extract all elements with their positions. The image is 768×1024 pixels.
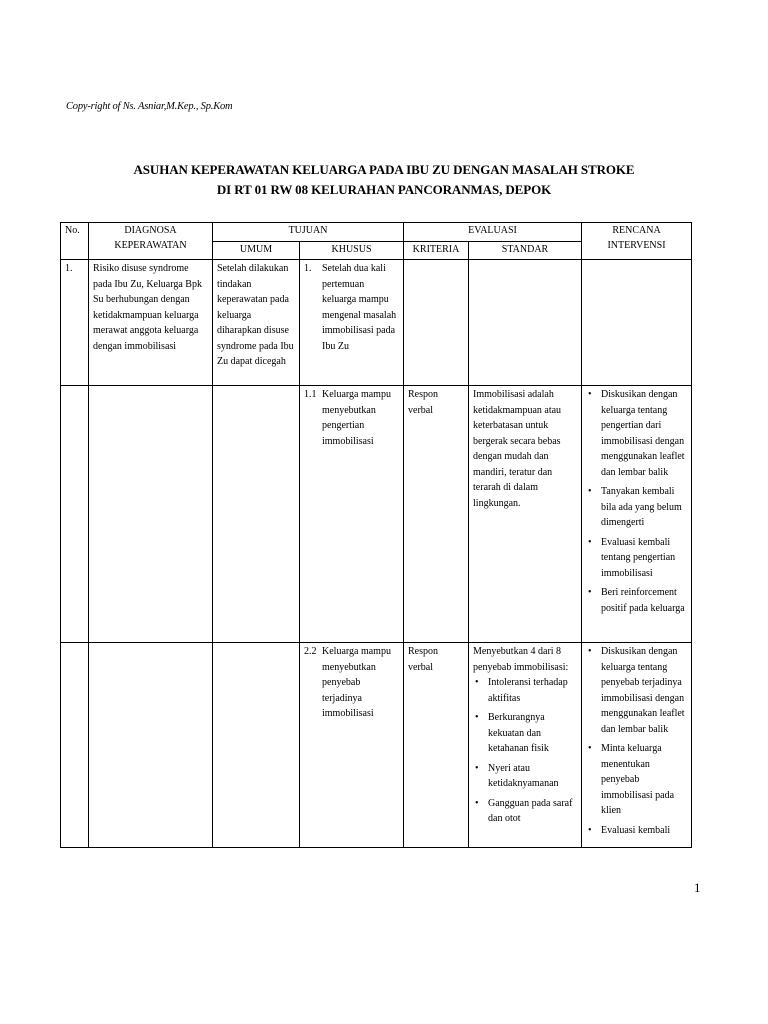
intervensi-list [586, 644, 687, 838]
document-subtitle: DI RT 01 RW 08 KELURAHAN PANCORANMAS, DEPOK [216, 182, 552, 197]
header-no: No. [61, 223, 89, 260]
page-number: 1 [694, 880, 701, 895]
cell-no: 1. [61, 260, 89, 386]
header-standar: STANDAR [469, 241, 582, 260]
cell-umum [213, 643, 300, 848]
cell-kriteria: Respon verbal [404, 643, 469, 848]
cell-intervensi [582, 260, 692, 386]
list-item: • Diskusikan dengan keluarga tentang pengertian dari immobilisasi dengan menggunakan leaflet dan lembar balik [588, 389, 685, 478]
cell-umum: Setelah dilakukan tindakan keperawatan pada keluarga diharapkan disuse syndrome pada Ibu Zu dapat dicegah [213, 260, 300, 386]
cell-intervensi [582, 386, 692, 643]
header-kriteria: KRITERIA [404, 241, 469, 260]
bullet-icon: • [588, 389, 592, 400]
table-row [61, 643, 692, 848]
cell-khusus [300, 260, 404, 386]
cell-no [61, 386, 89, 643]
care-plan-table [60, 222, 692, 848]
cell-kriteria: Respon verbal [404, 386, 469, 643]
khusus-number: 2.2 [304, 646, 317, 657]
header-evaluasi: EVALUASI [404, 223, 582, 242]
khusus-number: 1.1 [304, 389, 317, 400]
bullet-icon: • [475, 712, 479, 723]
bullet-icon: • [588, 743, 592, 754]
list-item: • Nyeri atau ketidaknyamanan [475, 762, 559, 789]
standar-intro: Menyebutkan 4 dari 8 penyebab immobilisasi: [473, 646, 569, 673]
khusus-number: 1. [304, 263, 312, 274]
khusus-text: Setelah dua kali pertemuan keluarga mampu mengenal masalah immobilisasi pada Ibu Zu [322, 263, 397, 352]
list-item: • Beri reinforcement positif pada keluarga [588, 587, 685, 614]
header-umum: UMUM [213, 241, 300, 260]
cell-khusus [300, 643, 404, 848]
cell-diagnosa: Risiko disuse syndrome pada Ibu Zu, Keluarga Bpk Su berhubungan dengan ketidakmampuan keluarga merawat anggota keluarga dengan immobilisasi [89, 260, 213, 386]
khusus-text: Keluarga mampu menyebutkan penyebab terjadinya immobilisasi [322, 646, 391, 719]
table-row [61, 386, 692, 643]
cell-umum [213, 386, 300, 643]
bullet-icon: • [588, 587, 592, 598]
list-item: • Minta keluarga menentukan penyebab immobilisasi pada klien [588, 743, 675, 816]
cell-no [61, 643, 89, 848]
copyright-note: Copy-right of Ns. Asniar,M.Kep., Sp.Kom [66, 101, 233, 112]
cell-diagnosa [89, 386, 213, 643]
cell-standar [469, 260, 582, 386]
header-row-1 [61, 223, 692, 242]
list-item: • Evaluasi kembali [586, 823, 687, 839]
header-tujuan: TUJUAN [213, 223, 404, 242]
list-item: • Berkurangnya kekuatan dan ketahanan fisik [475, 712, 549, 754]
cell-kriteria [404, 260, 469, 386]
list-item: • Intoleransi terhadap aktifitas [475, 677, 568, 704]
bullet-icon: • [588, 536, 592, 548]
intervensi-list [586, 387, 687, 616]
cell-standar: Immobilisasi adalah ketidakmampuan atau keterbatasan untuk bergerak secara bebas dengan mudah dan mandiri, teratur dan terarah di dalam lingkungan. [469, 386, 582, 643]
bullet-icon: • [475, 677, 479, 688]
bullet-icon: • [588, 824, 592, 836]
bullet-icon: • [475, 797, 479, 809]
header-rencana: RENCANA INTERVENSI [582, 223, 692, 260]
table-row [61, 260, 692, 386]
cell-standar [469, 643, 582, 848]
list-item: • Tanyakan kembali bila ada yang belum dimengerti [588, 486, 682, 528]
list-item: • Evaluasi kembali tentang pengertian immobilisasi [588, 536, 676, 579]
bullet-icon: • [475, 762, 479, 774]
cell-intervensi [582, 643, 692, 848]
list-item: • Gangguan pada saraf dan otot [475, 797, 573, 824]
bullet-icon: • [588, 486, 592, 497]
list-item: • Diskusikan dengan keluarga tentang penyebab terjadinya immobilisasi dengan menggunakan leaflet dan lembar balik [588, 646, 685, 735]
header-diagnosa: DIAGNOSA KEPERAWATAN [89, 223, 213, 260]
document-title: ASUHAN KEPERAWATAN KELUARGA PADA IBU ZU DENGAN MASALAH STROKE [133, 162, 635, 177]
cell-khusus [300, 386, 404, 643]
header-khusus: KHUSUS [300, 241, 404, 260]
khusus-text: Keluarga mampu menyebutkan pengertian immobilisasi [322, 389, 391, 447]
bullet-icon: • [588, 646, 592, 657]
standar-list [473, 675, 577, 827]
cell-diagnosa [89, 643, 213, 848]
